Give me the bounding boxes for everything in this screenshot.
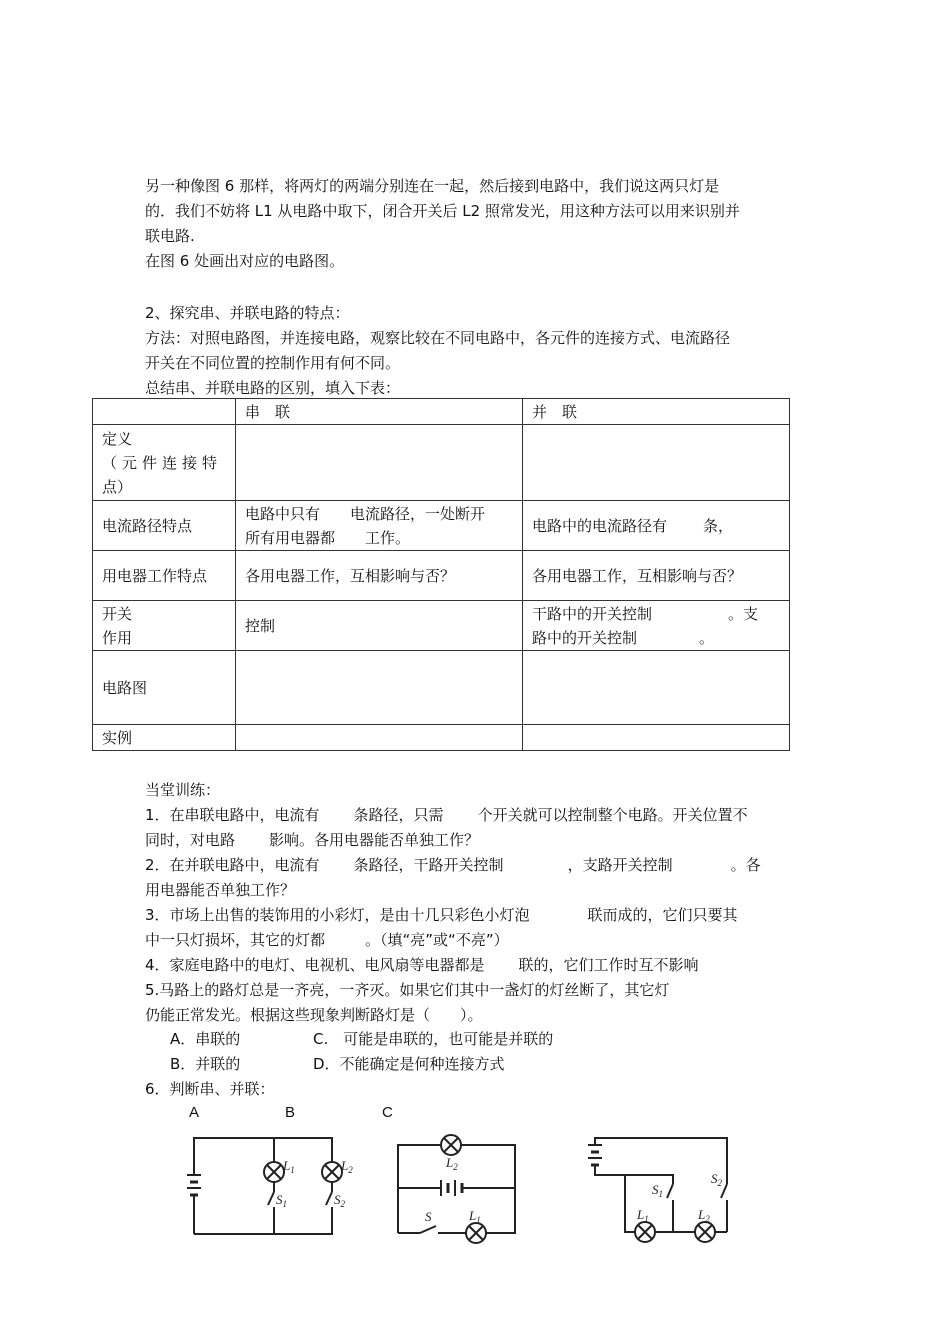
switch-s2-icon	[326, 1192, 332, 1205]
diagram-parallel-cell[interactable]	[523, 651, 790, 725]
intro-line-2: 的．我们不妨将 L1 从电路中取下，闭合开关后 L2 照常发光，用这种方法可以用来识别并	[145, 202, 740, 220]
row-current-path	[93, 501, 790, 551]
appliance-parallel-cell[interactable]: 各用电器工作，互相影响与否？	[523, 551, 790, 601]
practice-heading: 当堂训练：	[145, 781, 221, 799]
label-c3-s2: $S_2$	[711, 1171, 722, 1188]
circuit-label-b: B	[285, 1104, 296, 1121]
circuit-1	[187, 1138, 342, 1234]
summary-instruction: 总结串、并联电路的区别，填入下表：	[145, 379, 401, 397]
header-parallel: 并 联	[523, 399, 790, 425]
header-series: 串 联	[236, 399, 523, 425]
option-d[interactable]: D．不能确定是何种连接方式	[313, 1055, 505, 1073]
circuit-label-c: C	[382, 1104, 393, 1121]
switch-parallel-2: 。支	[728, 604, 759, 623]
diagram-label: 电路图	[93, 651, 236, 725]
label-c2-l2: $L_2$	[446, 1155, 458, 1172]
q1-line-1: 1．在串联电路中，电流有 条路径，只需 个开关就可以控制整个电路。开关位置不	[145, 806, 748, 824]
intro-line-4: 在图 6 处画出对应的电路图。	[145, 252, 345, 270]
label-l2: $L_2$	[341, 1158, 353, 1175]
q2-line-2: 用电器能否单独工作？	[145, 881, 296, 899]
current-path-series-2: 电流路径，一处断开	[350, 504, 486, 523]
current-path-parallel-1: 电路中的电流路径有	[532, 516, 668, 535]
q5-line-2: 仍能正常发光。根据这些现象判断路灯是（ ）。	[145, 1006, 483, 1024]
definition-label	[93, 425, 236, 501]
circuit-label-a: A	[189, 1104, 200, 1121]
option-a[interactable]: A．串联的	[170, 1030, 241, 1048]
label-s1: $S_1$	[276, 1192, 287, 1209]
definition-series-cell[interactable]	[236, 425, 523, 501]
definition-parallel-cell[interactable]	[523, 425, 790, 501]
section-2	[145, 301, 810, 401]
intro-line-1: 另一种像图 6 那样，将两灯的两端分别连在一起，然后接到电路中，我们说这两只灯是	[145, 177, 720, 195]
option-c[interactable]: C. 可能是串联的，也可能是并联的	[313, 1030, 554, 1048]
q1-line-2: 同时，对电路 影响。各用电器能否单独工作？	[145, 831, 480, 849]
example-label: 实例	[93, 725, 236, 751]
q2-line-1: 2．在并联电路中，电流有 条路径，干路开关控制 ，支路开关控制 。各	[145, 856, 761, 874]
switch-label	[93, 601, 236, 651]
current-path-series-cell[interactable]	[236, 501, 523, 551]
row-example	[93, 725, 790, 751]
current-path-series-4: 工作。	[365, 528, 411, 547]
diagram-series-cell[interactable]	[236, 651, 523, 725]
table-header-row	[93, 399, 790, 425]
appliance-label: 用电器工作特点	[93, 551, 236, 601]
row-definition	[93, 425, 790, 501]
current-path-parallel-cell[interactable]	[523, 501, 790, 551]
label-c2-s: S	[425, 1209, 432, 1224]
switch-s1-icon	[667, 1184, 673, 1198]
label-s2: $S_2$	[334, 1192, 345, 1209]
appliance-series-cell[interactable]: 各用电器工作，互相影响与否？	[236, 551, 523, 601]
method-line-2: 开关在不同位置的控制作用有何不同。	[145, 354, 401, 372]
definition-label-3: 点）	[102, 477, 133, 496]
label-c3-l2: $L_2$	[698, 1207, 710, 1224]
label-c2-l1: $L_1$	[469, 1208, 481, 1225]
intro-line-3: 联电路.	[145, 227, 195, 245]
circuit-2	[398, 1135, 515, 1243]
switch-series-cell[interactable]: 控制	[236, 601, 523, 651]
current-path-series-3: 所有用电器都	[245, 528, 336, 547]
practice-section	[145, 778, 810, 1028]
row-appliance	[93, 551, 790, 601]
method-line-1: 方法：对照电路图，并连接电路，观察比较在不同电路中，各元件的连接方式、电流路径	[145, 329, 731, 347]
example-series-cell[interactable]	[236, 725, 523, 751]
switch-parallel-3: 路中的开关控制	[532, 628, 638, 647]
circuit-diagrams	[0, 1120, 950, 1280]
label-l1: $L_1$	[283, 1158, 295, 1175]
row-switch	[93, 601, 790, 651]
switch-s-icon	[420, 1226, 436, 1233]
switch-parallel-cell[interactable]	[523, 601, 790, 651]
q3-line-2: 中一只灯损坏，其它的灯都 。（填“亮”或“不亮”）	[145, 931, 509, 949]
row-diagram	[93, 651, 790, 725]
definition-label-1: 定义	[102, 429, 133, 448]
label-c3-l1: $L_1$	[637, 1207, 649, 1224]
option-b[interactable]: B．并联的	[170, 1055, 241, 1073]
switch-label-1: 开关	[102, 604, 133, 623]
current-path-label: 电流路径特点	[93, 501, 236, 551]
comparison-table	[92, 398, 790, 751]
definition-label-2: （元件连接特	[102, 453, 223, 472]
current-path-parallel-2: 条，	[703, 516, 734, 535]
q4-line: 4．家庭电路中的电灯、电视机、电风扇等电器都是 联的，它们工作时互不影响	[145, 956, 699, 974]
q6-line: 6．判断串、并联：	[145, 1080, 275, 1098]
example-parallel-cell[interactable]	[523, 725, 790, 751]
section-2-heading: 2、探究串、并联电路的特点：	[145, 304, 350, 322]
q5-line-1: 5.马路上的路灯总是一齐亮，一齐灭。如果它们其中一盏灯的灯丝断了，其它灯	[145, 981, 670, 999]
header-blank-cell	[93, 399, 236, 425]
switch-parallel-4: 。	[699, 628, 715, 647]
intro-paragraph	[145, 174, 810, 274]
current-path-series-1: 电路中只有	[245, 504, 321, 523]
q3-line-1: 3．市场上出售的装饰用的小彩灯，是由十几只彩色小灯泡 联而成的，它们只要其	[145, 906, 738, 924]
switch-s1-icon	[268, 1192, 274, 1205]
switch-label-2: 作用	[102, 628, 133, 647]
label-c3-s1: $S_1$	[652, 1182, 663, 1199]
switch-parallel-1: 干路中的开关控制	[532, 604, 653, 623]
